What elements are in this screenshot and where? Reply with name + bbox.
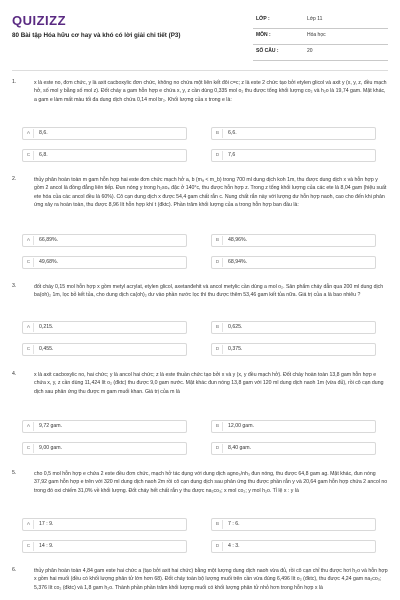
- option-a[interactable]: [22, 234, 187, 247]
- meta-value: Hóa học: [307, 32, 326, 38]
- option-d[interactable]: [211, 256, 376, 269]
- option-value: 0,375.: [228, 346, 243, 352]
- meta-row-count: [253, 45, 388, 61]
- option-value: 12,00 gam.: [228, 423, 254, 429]
- option-value: 9,00 gam.: [39, 445, 63, 451]
- option-letter: B: [213, 422, 223, 431]
- question-number: 5.: [12, 470, 17, 476]
- meta-value: 20: [307, 48, 313, 54]
- option-b[interactable]: [211, 321, 376, 334]
- meta-key: SỐ CÂU :: [256, 48, 279, 54]
- option-value: 7,6: [228, 152, 236, 158]
- quizizz-logo: QUIZIZZ: [12, 13, 67, 28]
- option-letter: C: [24, 151, 34, 160]
- option-letter: C: [24, 258, 34, 267]
- option-letter: C: [24, 542, 34, 551]
- option-a[interactable]: [22, 518, 187, 531]
- question-number: 1.: [12, 79, 17, 85]
- option-a[interactable]: [22, 321, 187, 334]
- meta-key: LỚP :: [256, 16, 270, 22]
- option-value: 7 : 6.: [228, 521, 240, 527]
- question-text: thủy phân hoàn toàn 4,84 gam este hai chức a (tạo bởi axit hai chức) bằng một lượng dung dịch naoh vừa đủ, rồi cô cạn chỉ thu được hơi h₂o và hỗn hợp x gồm hai muối (đều có khối lượng phân tử lớn hơn 68). Đốt cháy toàn bộ lượng muối trên cần vừa đúng 6,496 lít o₂ (đktc), thu được 4,24 gam na₂co₃; 5,376 lít co₂ (đktc) và 1,8 gam h₂o. Thành phần phần trăm khối lượng muối có khối lượng phân tử nhỏ hơn trong hỗn hợp x là: [34, 568, 388, 591]
- meta-value: Lớp 11: [307, 16, 323, 22]
- option-value: 8,6.: [39, 130, 48, 136]
- option-letter: B: [213, 129, 223, 138]
- question-number: 3.: [12, 283, 17, 289]
- option-c[interactable]: [22, 442, 187, 455]
- option-letter: C: [24, 444, 34, 453]
- worksheet-title: 80 Bài tập Hóa hữu cơ hay và khó có lời giải chi tiết (P3): [12, 32, 181, 39]
- option-d[interactable]: [211, 442, 376, 455]
- option-letter: A: [24, 422, 34, 431]
- option-value: 48,96%.: [228, 237, 248, 243]
- option-value: 0,455.: [39, 346, 54, 352]
- option-letter: A: [24, 520, 34, 529]
- meta-table: [253, 13, 388, 61]
- header: [0, 0, 400, 64]
- question-text: cho 0,5 mol hỗn hợp e chứa 2 este đều đơn chức, mạch hở tác dụng với dung dịch agno₃/nh₃ đun nóng, thu được 64,8 gam ag. Mặt khác, đun nóng 37,92 gam hỗn hợp e trên với 320 ml dung dịch naoh 2m rồi cô cạn dung dịch sau phản ứng thu được phần rắn y và 20,64 gam hỗn hợp chứa 2 ancol no trong đó oxi chiếm 31,0% về khối lượng. Đốt cháy hết chất rắn y thu được na₂co₃; x mol co₂; y mol h₂o. Tỉ lệ x : y là: [34, 471, 388, 494]
- meta-row-class: [253, 13, 388, 29]
- option-letter: B: [213, 520, 223, 529]
- option-d[interactable]: [211, 540, 376, 553]
- option-value: 4 : 3.: [228, 543, 240, 549]
- option-c[interactable]: [22, 149, 187, 162]
- option-c[interactable]: [22, 540, 187, 553]
- option-b[interactable]: [211, 518, 376, 531]
- option-letter: D: [213, 258, 223, 267]
- option-a[interactable]: [22, 127, 187, 140]
- option-letter: C: [24, 345, 34, 354]
- meta-row-subject: [253, 29, 388, 45]
- question-text: x là axit cacboxylic no, hai chức; y là ancol hai chức; z là este thuần chức tạo bởi x và y (x, y đều mạch hở). Đốt cháy hoàn toàn 13,8 gam hỗn hợp e chứa x, y, z cần dùng 11,424 lít o₂ (đktc) thu được 9,0 gam nước. Mặt khác đun nóng 13,8 gam với 120 ml dung dịch naoh 1m (vừa đủ), rồi cô cạn dung dịch sau phản ứng thu được m gam muối khan. Giá trị của m là: [34, 372, 384, 395]
- option-b[interactable]: [211, 420, 376, 433]
- option-letter: D: [213, 151, 223, 160]
- option-value: 49,68%.: [39, 259, 59, 265]
- option-letter: D: [213, 542, 223, 551]
- question-text: x là este no, đơn chức, y là axit cacboxylic đơn chức, không no chứa một liên kết đôi c=c; z là este 2 chức tạo bởi etylen glicol và axit y (x, y, z, đều mạch hở, số mol y bằng số mol z). Đốt cháy a gam hỗn hợp e chứa x, y, z cần dùng 0,335 mol o₂ thu được tổng khối lượng co₂ và h₂o là 19,74 gam. Mặt khác, a gam e làm mất màu tối đa dung dịch chứa 0,14 mol br₂. Khối lượng của x trong e là:: [34, 80, 387, 103]
- question-number: 2.: [12, 176, 17, 182]
- option-value: 8,40 gam.: [228, 445, 252, 451]
- option-value: 9,72 gam.: [39, 423, 63, 429]
- option-c[interactable]: [22, 256, 187, 269]
- option-b[interactable]: [211, 127, 376, 140]
- option-d[interactable]: [211, 343, 376, 356]
- option-letter: B: [213, 236, 223, 245]
- option-value: 0,625.: [228, 324, 243, 330]
- question-number: 4.: [12, 371, 17, 377]
- option-c[interactable]: [22, 343, 187, 356]
- question-text: đốt cháy 0,15 mol hỗn hợp x gồm metyl acrylat, etylen glicol, axetanđehit và ancol metylic cần dùng a mol o₂. Sản phẩm cháy dẫn qua 200 ml dung dịch ba(oh)₂ 1m, lọc bỏ kết tủa, cho dung dịch ca(oh)₂ dư vào phần nước lọc thì thu được thêm 53,46 gam kết tủa nữa. Giá trị của a là bao nhiêu ?: [34, 284, 384, 299]
- option-b[interactable]: [211, 234, 376, 247]
- option-d[interactable]: [211, 149, 376, 162]
- header-divider: [12, 70, 388, 71]
- question-number: 6.: [12, 567, 17, 573]
- option-value: 6,8.: [39, 152, 48, 158]
- option-a[interactable]: [22, 420, 187, 433]
- option-value: 66,89%.: [39, 237, 59, 243]
- meta-key: MÔN :: [256, 32, 271, 38]
- question-text: thủy phân hoàn toàn m gam hỗn hợp hai este đơn chức mạch hở a, b (mₐ < m_b) trong 700 ml dung dịch koh 1m, thu được dung dịch x và hỗn hợp y gồm 2 ancol là đồng đẳng liên tiếp. Đun nóng y trong h₂so₄ đặc ở 140°c, thu được hỗn hợp z. Trong z tổng khối lượng của các ete là 8,04 gam (hiệu suất ete hóa của các ancol đều là 60%). Cô cạn dung dịch x được 54,4 gam chất rắn c. Nung chất rắn này với lượng dư hỗn hợp naoh, cao cho đến khi phản ứng xảy ra hoàn toàn, thu được 8,96 lít hỗn hợp khí t (đktc). Phần trăm khối lượng của a trong hỗn hợp ban đầu là:: [34, 177, 387, 208]
- question-6: [12, 567, 388, 600]
- option-value: 17 : 9.: [39, 521, 54, 527]
- option-value: 68,94%.: [228, 259, 248, 265]
- option-letter: A: [24, 129, 34, 138]
- option-letter: A: [24, 323, 34, 332]
- option-letter: A: [24, 236, 34, 245]
- option-value: 14 : 9.: [39, 543, 54, 549]
- option-value: 0,215.: [39, 324, 54, 330]
- option-letter: B: [213, 323, 223, 332]
- option-value: 6,6.: [228, 130, 237, 136]
- option-letter: D: [213, 345, 223, 354]
- option-letter: D: [213, 444, 223, 453]
